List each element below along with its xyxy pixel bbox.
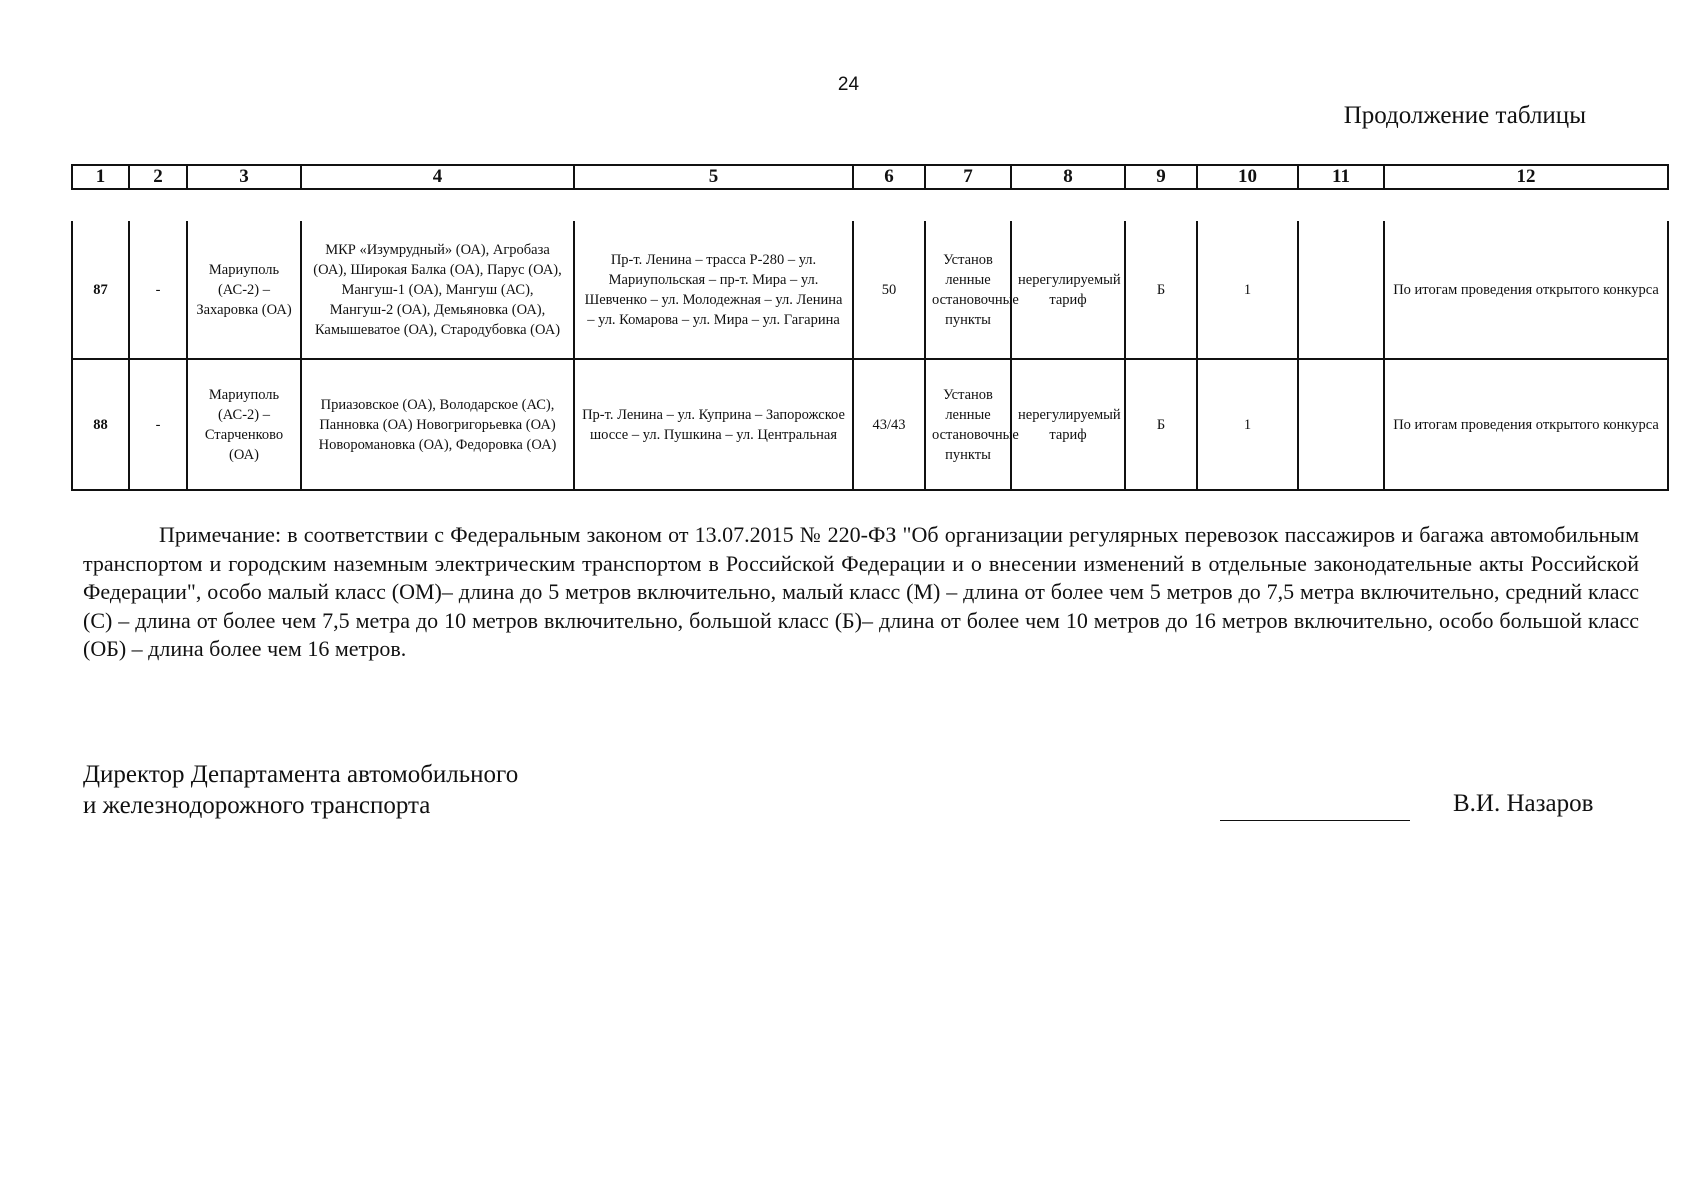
row-number: 88 <box>72 359 129 490</box>
cell-tariff: нерегулируемый тариф <box>1011 359 1125 490</box>
column-header: 7 <box>925 165 1011 189</box>
column-header: 4 <box>301 165 574 189</box>
note-paragraph: Примечание: в соответствии с Федеральным законом от 13.07.2015 № 220-ФЗ "Об организации регулярных перевозок пассажиров и багажа автомобильным транспортом и городским наземным электрическим транспортом в Российской Федерации и о внесении изменений в отдельные законодательные акты Российской Федерации", особо малый класс (ОМ)– длина до 5 метров включительно, малый класс (М) – длина от более чем 5 метров до 7,5 метра включительно, средний класс (С) – длина от более чем 7,5 метра до 10 метров включительно, большой класс (Б)– длина от более чем 10 метров до 16 метров включительно, особо большой класс (ОБ) – длина более чем 16 метров. <box>83 522 1639 661</box>
column-header: 8 <box>1011 165 1125 189</box>
signature-name: В.И. Назаров <box>1453 790 1594 817</box>
signature-title <box>83 759 518 821</box>
signature-title-line1: Директор Департамента автомобильного <box>83 761 519 788</box>
cell-route: Мариуполь (АС-2) – Захаровка (ОА) <box>187 221 301 359</box>
cell-col2: - <box>129 359 187 490</box>
cell-length: 50 <box>853 221 925 359</box>
column-header: 10 <box>1197 165 1298 189</box>
header-row <box>72 165 1668 189</box>
column-header: 6 <box>853 165 925 189</box>
column-header: 5 <box>574 165 853 189</box>
cell-stops: Приазовское (ОА), Володарское (АС), Панновка (ОА) Новогригорьевка (ОА) Новоромановка (ОА), Федоровка (ОА) <box>301 359 574 490</box>
row-number: 87 <box>72 221 129 359</box>
cell-length: 43/43 <box>853 359 925 490</box>
cell-notes: По итогам проведения открытого конкурса <box>1384 359 1668 490</box>
cell-notes: По итогам проведения открытого конкурса <box>1384 221 1668 359</box>
page-number: 24 <box>837 74 860 95</box>
column-header: 3 <box>187 165 301 189</box>
table-row <box>72 221 1668 359</box>
cell-tariff: нерегулируемый тариф <box>1011 221 1125 359</box>
table-row <box>72 359 1668 490</box>
table-header <box>71 164 1669 190</box>
cell-col2: - <box>129 221 187 359</box>
column-header: 9 <box>1125 165 1197 189</box>
routes-table <box>71 221 1669 491</box>
cell-class: Б <box>1125 359 1197 490</box>
cell-streets: Пр-т. Ленина – трасса Р-280 – ул. Мариупольская – пр-т. Мира – ул. Шевченко – ул. Молодежная – ул. Ленина – ул. Комарова – ул. Мира – ул. Гагарина <box>574 221 853 359</box>
cell-col11 <box>1298 221 1384 359</box>
cell-streets: Пр-т. Ленина – ул. Куприна – Запорожское шоссе – ул. Пушкина – ул. Центральная <box>574 359 853 490</box>
column-header: 2 <box>129 165 187 189</box>
cell-class: Б <box>1125 221 1197 359</box>
cell-count: 1 <box>1197 221 1298 359</box>
column-header: 12 <box>1384 165 1668 189</box>
cell-stop-order: Установ ленные остановочные пункты <box>925 359 1011 490</box>
cell-stops: МКР «Изумрудный» (ОА), Агробаза (ОА), Широкая Балка (ОА), Парус (ОА), Мангуш-1 (ОА), Мангуш (АС), Мангуш-2 (ОА), Демьяновка (ОА), Камышеватое (ОА), Стародубовка (ОА) <box>301 221 574 359</box>
signature-title-line2: и железнодорожного транспорта <box>83 792 431 819</box>
cell-col11 <box>1298 359 1384 490</box>
continuation-title: Продолжение таблицы <box>1343 102 1586 129</box>
column-header: 1 <box>72 165 129 189</box>
signature-line <box>1220 820 1410 821</box>
column-header: 11 <box>1298 165 1384 189</box>
cell-count: 1 <box>1197 359 1298 490</box>
cell-stop-order: Установ ленные остановочные пункты <box>925 221 1011 359</box>
cell-route: Мариуполь (АС-2) – Старченково (ОА) <box>187 359 301 490</box>
